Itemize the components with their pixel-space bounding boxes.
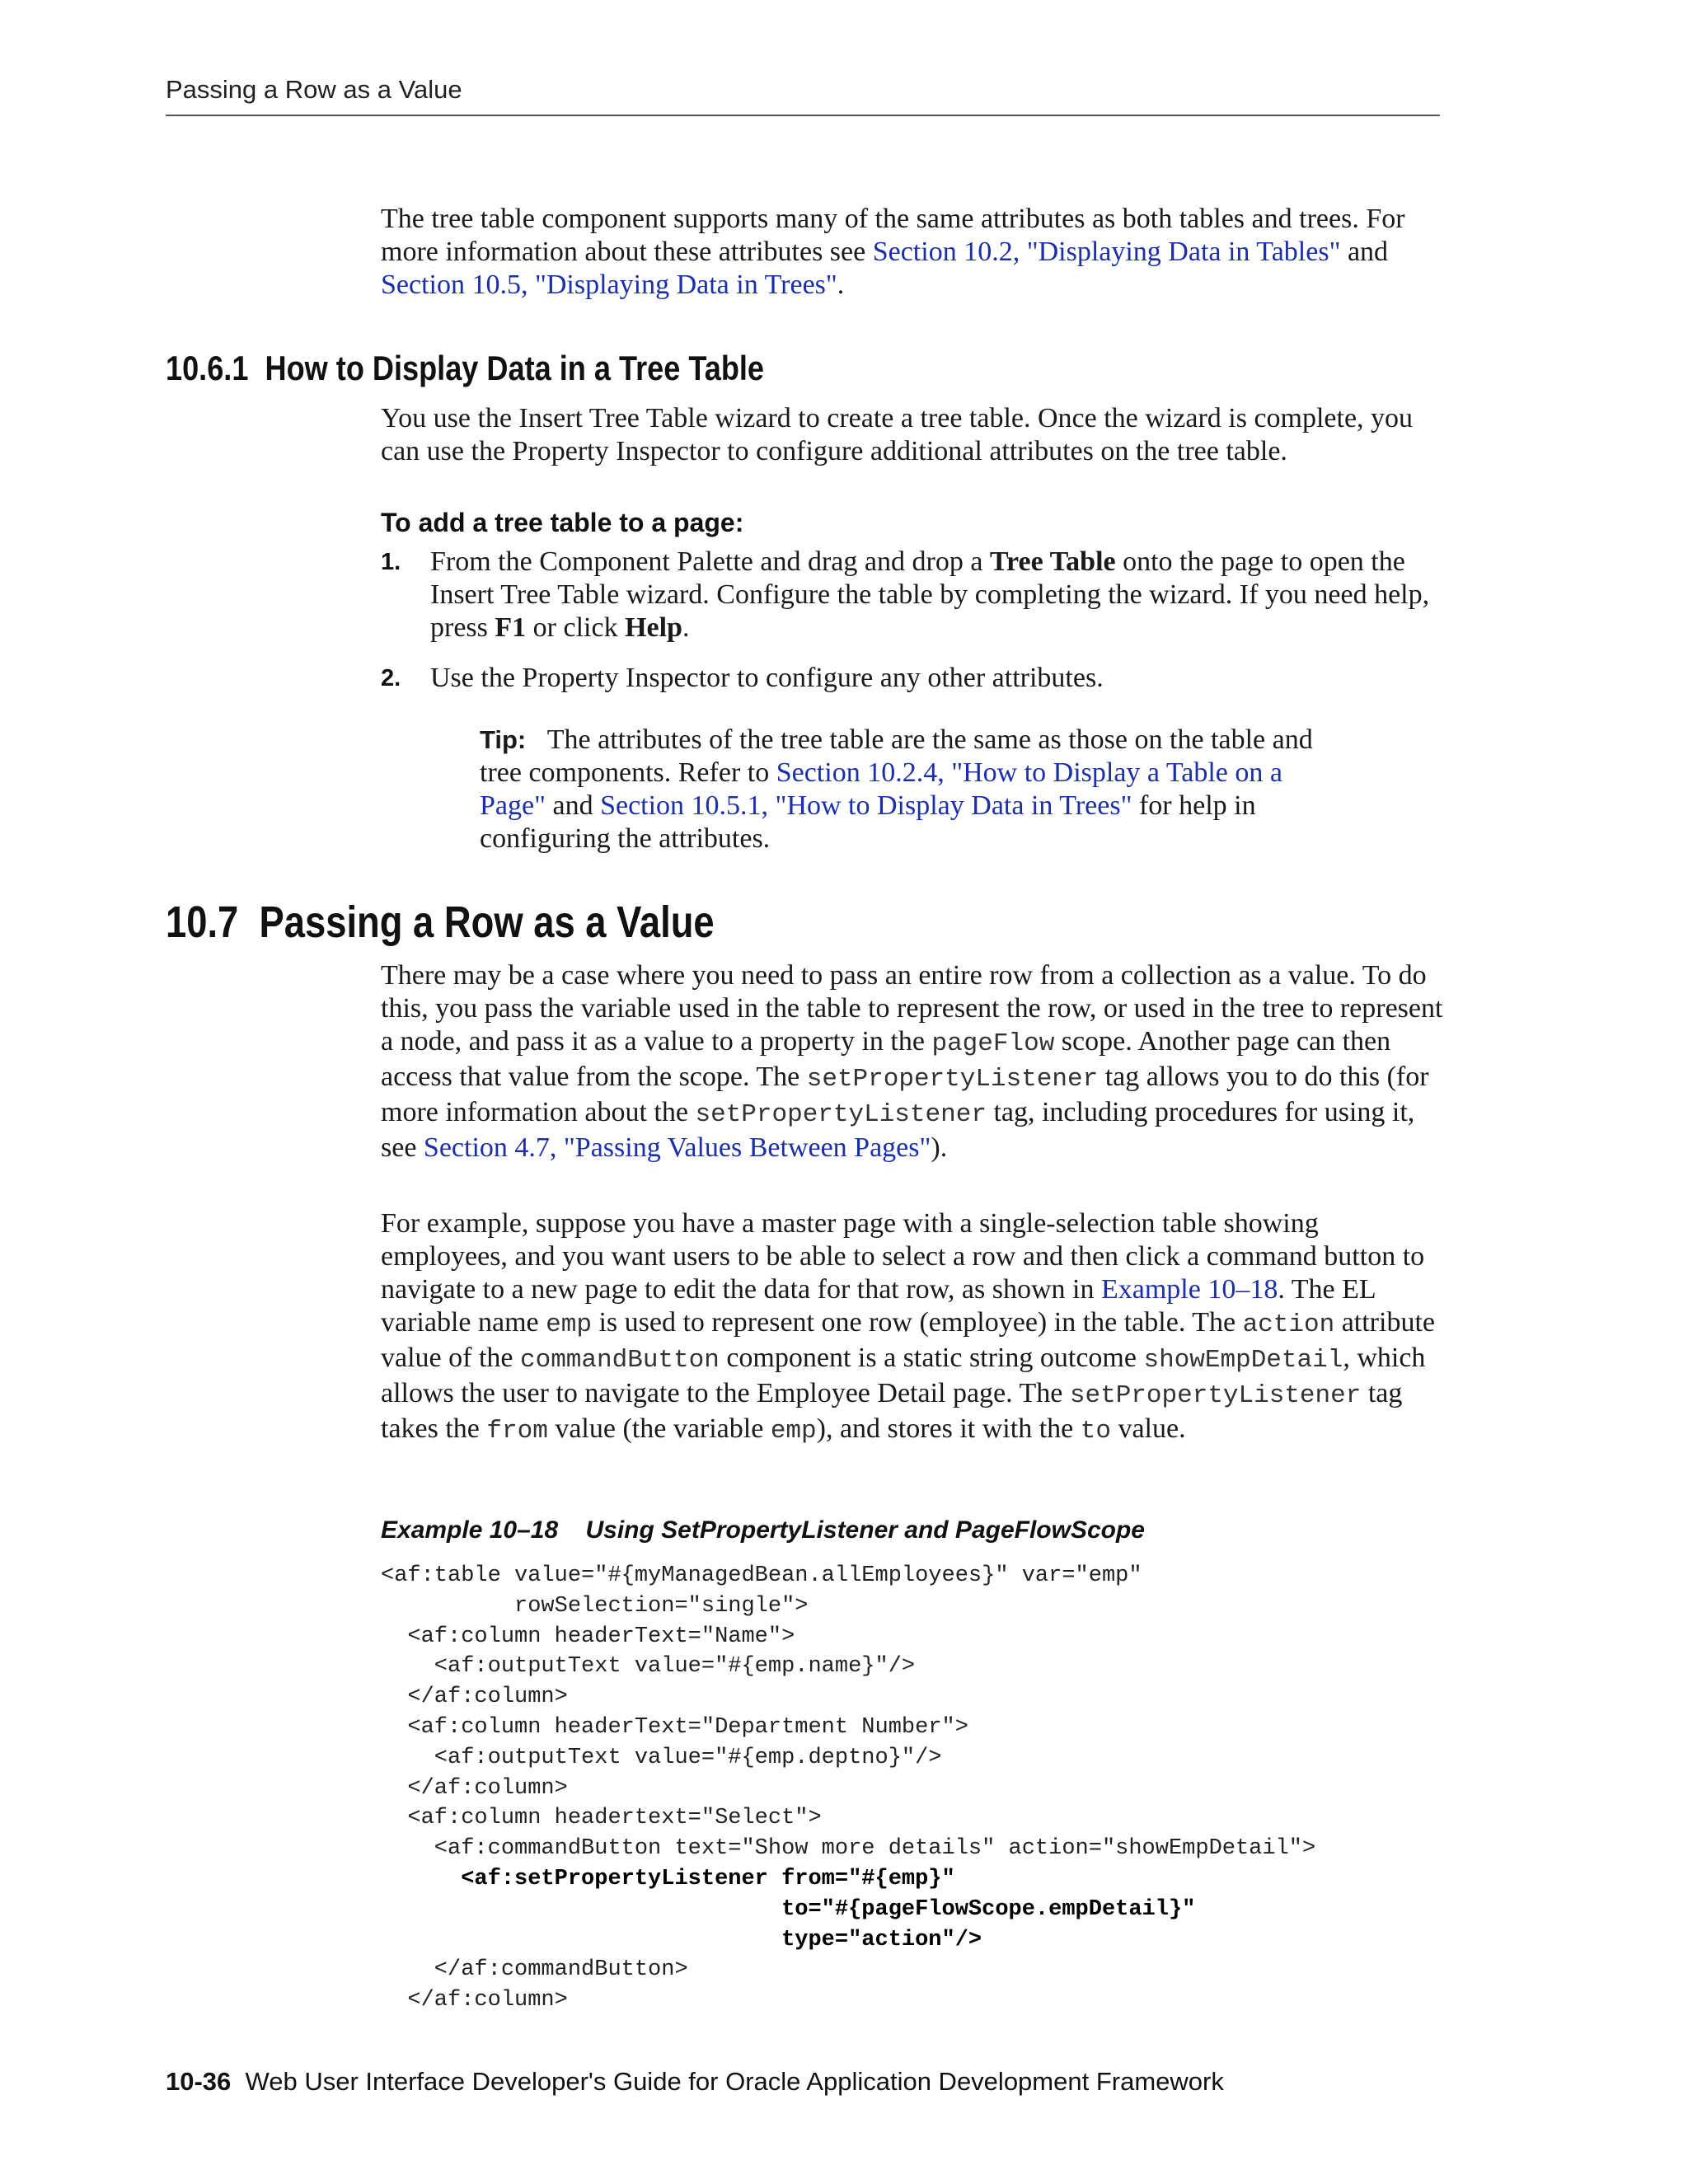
example-label: Example 10–18 — [381, 1516, 559, 1544]
running-header: Passing a Row as a Value — [166, 75, 462, 104]
step-number: 1. — [381, 549, 401, 575]
body-text: value (the variable — [547, 1413, 771, 1444]
code-line: <af:table value="#{myManagedBean.allEmployees}" var="emp" — [381, 1563, 1142, 1588]
tip-text: The attributes of the tree table are the same as those on the table and tree components. Refer to — [480, 724, 1313, 788]
example-title: Using SetPropertyListener and PageFlowScope — [585, 1516, 1145, 1544]
step-text: or click — [526, 612, 626, 643]
section-title: Passing a Row as a Value — [259, 898, 715, 947]
code-line: <af:column headerText="Department Number"> — [381, 1714, 968, 1740]
link-example-10-18[interactable]: Example 10–18 — [1100, 1274, 1278, 1305]
step-text: onto the page to open the Insert Tree Table wizard. Configure the table by completing the wizard. If you need help, press — [430, 546, 1430, 643]
code-line: </af:commandButton> — [381, 1957, 688, 1983]
step-text: . — [682, 612, 690, 643]
code-line-highlighted: type="action"/> — [381, 1927, 982, 1952]
tip-note — [480, 724, 1353, 855]
intro-text: . — [837, 269, 845, 300]
body-text: scope. Another page can then access that value from the scope. The — [381, 1026, 1391, 1092]
intro-text: and — [1340, 237, 1389, 267]
code-line: <af:outputText value="#{emp.deptno}"/> — [381, 1745, 942, 1770]
code-line-highlighted: <af:setPropertyListener from="#{emp}" — [381, 1866, 955, 1891]
inline-code: setPropertyListener — [695, 1100, 987, 1129]
inline-code: setPropertyListener — [806, 1065, 1099, 1094]
code-line: <af:outputText value="#{emp.name}"/> — [381, 1654, 916, 1680]
code-line: </af:column> — [381, 1988, 568, 2013]
body-text: For example, suppose you have a master page with a single-selection table showing employees, and you want users to be able to select a row and then click a command button to navigate to a new page to edit the data for that row, as shown in — [381, 1208, 1425, 1305]
tip-text: and — [545, 790, 601, 821]
body-text: ), and stores it with the — [816, 1413, 1081, 1444]
tip-label: Tip: — [480, 725, 527, 754]
body-text: is used to represent one row (employee) in the table. The — [591, 1307, 1243, 1338]
body-text: attribute value of the — [381, 1307, 1435, 1373]
section-10-7-paragraph-1 — [381, 959, 1444, 1165]
body-text: tag takes the — [381, 1378, 1403, 1444]
link-section-10-2-4[interactable]: Section 10.2.4, "How to Display a Table on a Page" — [480, 757, 1282, 821]
section-title: How to Display Data in a Tree Table — [265, 349, 765, 387]
section-number: 10.7 — [166, 898, 239, 947]
step-1-text — [430, 546, 1444, 644]
code-line: <af:column headerText="Name"> — [381, 1624, 795, 1649]
step-number: 2. — [381, 665, 401, 691]
body-text: value. — [1110, 1413, 1186, 1444]
step-2-text: Use the Property Inspector to configure any other attributes. — [430, 663, 1104, 693]
body-text: , which allows the user to navigate to the Employee Detail page. The — [381, 1343, 1426, 1408]
body-text: . The EL variable name — [381, 1274, 1376, 1338]
inline-code: pageFlow — [931, 1029, 1055, 1058]
link-section-10-5[interactable]: Section 10.5, "Displaying Data in Trees" — [381, 269, 837, 300]
code-line: </af:column> — [381, 1685, 568, 1710]
link-section-10-2[interactable]: Section 10.2, "Displaying Data in Tables" — [872, 237, 1341, 267]
inline-code: emp — [770, 1417, 817, 1446]
step-text: From the Component Palette and drag and drop a — [430, 546, 990, 577]
ui-term: Tree Table — [989, 546, 1116, 577]
body-text: ). — [931, 1132, 948, 1163]
intro-paragraph — [381, 203, 1444, 302]
book-title: Web User Interface Developer's Guide for Oracle Application Development Framework — [245, 2067, 1224, 2096]
ui-term: Help — [625, 612, 682, 643]
header-rule — [166, 115, 1440, 116]
inline-code: from — [486, 1417, 548, 1446]
section-heading-10-7 — [166, 897, 715, 948]
body-text: component is a static string outcome — [719, 1343, 1144, 1373]
code-line: </af:column> — [381, 1775, 568, 1801]
section-number: 10.6.1 — [166, 349, 249, 387]
tip-text: for help in configuring the attributes. — [480, 790, 1256, 854]
section-heading-10-6-1 — [166, 349, 764, 388]
inline-code: emp — [546, 1310, 592, 1339]
section-10-7-paragraph-2 — [381, 1207, 1444, 1448]
example-caption — [381, 1516, 1145, 1544]
code-line: <af:commandButton text="Show more details" action="showEmpDetail"> — [381, 1836, 1316, 1862]
code-line: <af:column headertext="Select"> — [381, 1806, 822, 1831]
code-line: rowSelection="single"> — [381, 1593, 809, 1619]
code-example — [381, 1561, 1315, 2016]
body-text: There may be a case where you need to pass an entire row from a collection as a value. To do this, you pass the variable used in the table to represent the row, or used in the tree to represent a node, and pass it as a value to a property in the — [381, 960, 1443, 1057]
body-text: tag, including procedures for using it, see — [381, 1097, 1415, 1163]
inline-code: setPropertyListener — [1069, 1381, 1362, 1410]
inline-code: to — [1080, 1417, 1111, 1446]
intro-text: The tree table component supports many of the same attributes as both tables and trees. For more information about these attributes see — [381, 204, 1405, 267]
link-section-10-5-1[interactable]: Section 10.5.1, "How to Display Data in Trees" — [600, 790, 1132, 821]
inline-code: commandButton — [520, 1346, 720, 1375]
link-section-4-7[interactable]: Section 4.7, "Passing Values Between Pages" — [423, 1132, 931, 1163]
body-text: tag allows you to do this (for more information about the — [381, 1062, 1429, 1127]
inline-code: showEmpDetail — [1143, 1346, 1343, 1375]
code-line-highlighted: to="#{pageFlowScope.empDetail}" — [381, 1896, 1196, 1922]
page-number: 10-36 — [166, 2067, 232, 2096]
ui-term: F1 — [495, 612, 527, 643]
procedure-title: To add a tree table to a page: — [381, 508, 744, 537]
page-footer — [166, 2067, 1224, 2097]
section-10-6-1-body: You use the Insert Tree Table wizard to create a tree table. Once the wizard is complete, you can use the Property Inspector to configure additional attributes on the tree table. — [381, 403, 1414, 466]
inline-code: action — [1242, 1310, 1335, 1339]
